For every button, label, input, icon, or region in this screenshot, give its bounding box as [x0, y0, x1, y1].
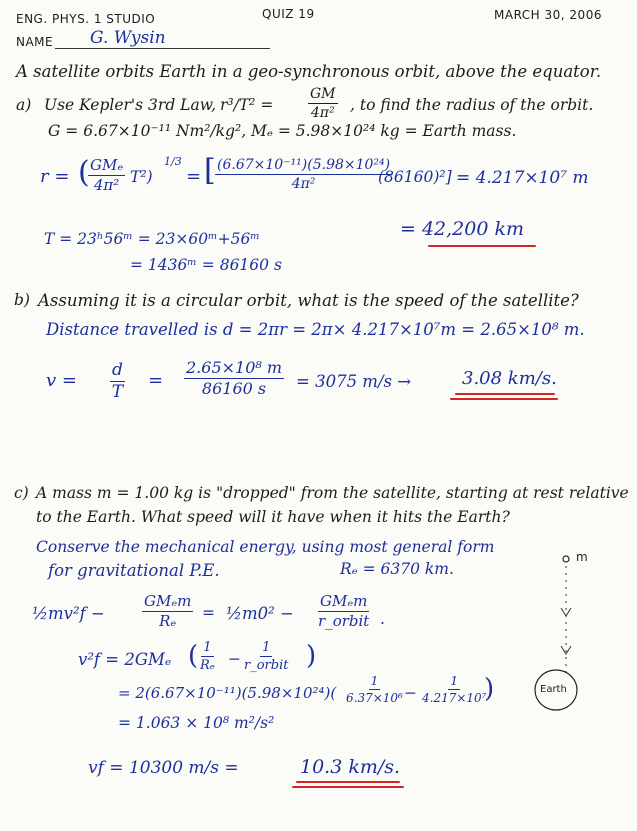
method-line-1: Conserve the mechanical energy, using most general form	[36, 538, 495, 556]
part-a-label: a)	[16, 96, 32, 114]
name-label: NAME	[16, 35, 54, 49]
vf2-paren-close: )	[306, 641, 317, 671]
v-sub-numerator: 2.65×10⁸ m	[186, 358, 283, 377]
part-a-prompt-end: , to find the radius of the orbit.	[350, 96, 594, 114]
earth-label: Earth	[540, 684, 567, 695]
date: MARCH 30, 2006	[494, 8, 602, 22]
method-line-2: for gravitational P.E.	[48, 561, 220, 580]
part-b-label: b)	[14, 291, 30, 309]
energy-period: .	[380, 610, 385, 628]
period-line-2: = 1436ᵐ = 86160 s	[130, 256, 282, 274]
vf2-sub-minus: −	[404, 684, 417, 702]
v-result: = 3075 m/s →	[296, 372, 412, 391]
v-equals: =	[148, 370, 164, 391]
period-line-1: T = 23ʰ56ᵐ = 23×60ᵐ+56ᵐ	[44, 230, 260, 248]
vf2-sub-paren-close: )	[484, 674, 495, 704]
energy-rhs: ½m0² −	[226, 604, 294, 623]
r-sub-numerator: (6.67×10⁻¹¹)(5.98×10²⁴)	[217, 157, 391, 173]
vf2-minus: −	[228, 650, 241, 668]
vf2-value: = 1.063 × 10⁸ m²/s²	[118, 714, 275, 732]
r-bracket: [	[204, 153, 216, 188]
vf2-sub-den-2: 4.217×10⁷	[422, 691, 487, 705]
r-equals: =	[186, 166, 202, 187]
vf2-rorbit: r_orbit	[244, 658, 289, 673]
vf2-one-1: 1	[203, 640, 212, 655]
vf2-substitution: = 2(6.67×10⁻¹¹)(5.98×10²⁴)(	[118, 684, 337, 702]
energy-equals: =	[202, 604, 215, 622]
energy-lhs: ½mv²f −	[32, 604, 105, 623]
distance-line: Distance travelled is d = 2πr = 2π× 4.217×10⁷m = 2.65×10⁸ m.	[46, 320, 585, 339]
vf-line: vf = 10300 m/s =	[88, 758, 239, 778]
vf2-sub-one-1: 1	[370, 674, 379, 688]
course-title: ENG. PHYS. 1 STUDIO	[16, 12, 156, 26]
kepler-lhs: r³/T² =	[220, 96, 274, 114]
part-c-answer: 10.3 km/s.	[300, 756, 401, 778]
energy-num-2: GMₑm	[320, 592, 368, 610]
r-paren: (	[78, 155, 90, 190]
vf2-lhs: v²f = 2GMₑ	[78, 650, 172, 669]
part-c-prompt-1: A mass m = 1.00 kg is "dropped" from the satellite, starting at rest relative	[36, 484, 629, 502]
kepler-numerator: GM	[310, 86, 336, 102]
mass-label: m	[576, 550, 588, 564]
v-numerator: d	[112, 360, 123, 380]
vf2-paren-open: (	[188, 641, 199, 671]
r-period-term: (86160)²]	[378, 168, 452, 186]
kepler-denominator: 4π²	[310, 105, 335, 121]
r-denominator: 4π²	[93, 176, 120, 194]
constants-line: G = 6.67×10⁻¹¹ Nm²/kg², Mₑ = 5.98×10²⁴ kg = Earth mass.	[48, 122, 517, 140]
vf2-re: Rₑ	[200, 658, 215, 673]
vf2-sub-den-1: 6.37×10⁶	[346, 691, 403, 705]
r-sub-denominator: 4π²	[291, 176, 316, 192]
r-exponent: 1/3	[164, 155, 182, 168]
earth-radius: Rₑ = 6370 km.	[340, 560, 454, 578]
r-tail: T²)	[130, 168, 153, 186]
problem-intro: A satellite orbits Earth in a geo-synchronous orbit, above the equator.	[16, 62, 602, 81]
v-denominator: T	[111, 382, 124, 402]
v-lhs: v =	[46, 370, 77, 391]
vf2-sub-one-2: 1	[450, 674, 459, 688]
part-a-answer: = 42,200 km	[400, 218, 525, 240]
r-lhs: r =	[40, 166, 70, 187]
vf2-one-2: 1	[262, 640, 271, 655]
energy-den-2: r_orbit	[318, 612, 370, 630]
part-c-label: c)	[14, 484, 29, 502]
energy-num-1: GMₑm	[144, 592, 192, 610]
part-b-answer: 3.08 km/s.	[462, 368, 557, 389]
part-a-prompt: Use Kepler's 3rd Law,	[44, 96, 217, 114]
quiz-number: QUIZ 19	[262, 7, 315, 21]
name-value: G. Wysin	[90, 28, 166, 48]
energy-den-1: Rₑ	[159, 612, 177, 630]
part-b-prompt: Assuming it is a circular orbit, what is the speed of the satellite?	[38, 291, 579, 310]
r-numerator: GMₑ	[90, 156, 124, 174]
part-c-prompt-2: to the Earth. What speed will it have when it hits the Earth?	[36, 508, 510, 526]
v-sub-denominator: 86160 s	[201, 379, 267, 398]
mass-dot	[563, 556, 569, 562]
r-result: = 4.217×10⁷ m	[456, 168, 589, 188]
